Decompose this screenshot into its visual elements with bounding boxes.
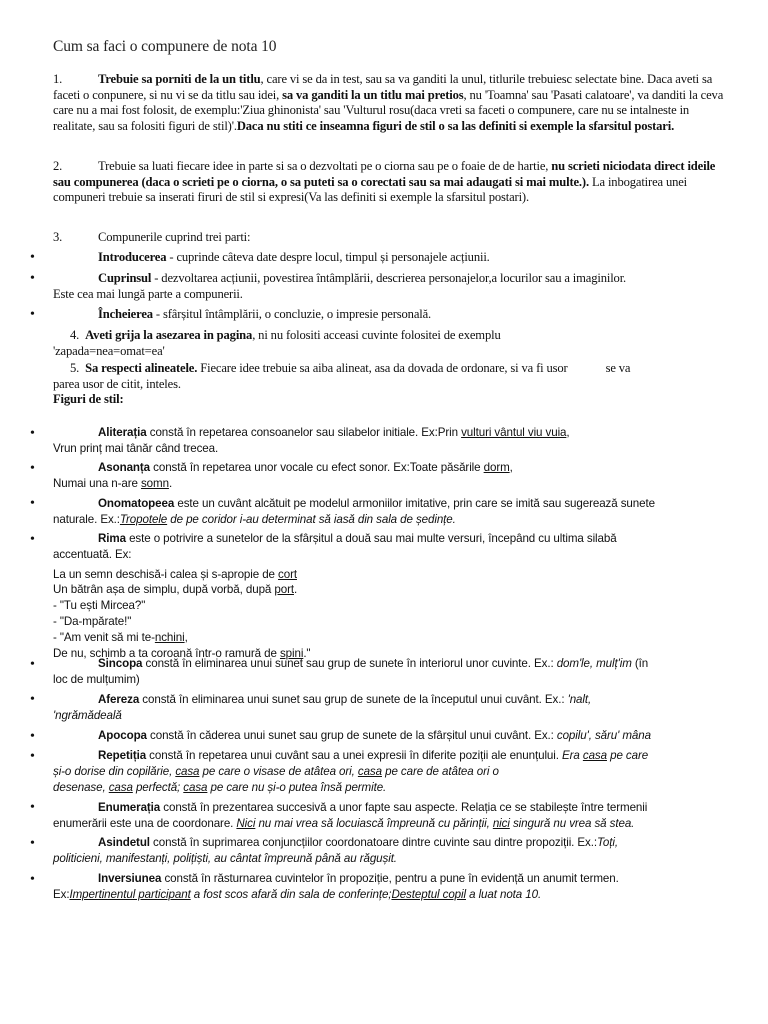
- body-text: Numai una n-are: [53, 476, 141, 490]
- list-item: [53, 250, 733, 266]
- underlined-text: dorm: [483, 461, 510, 474]
- bold-text: Asonanța: [98, 461, 151, 474]
- list-item: [53, 307, 733, 323]
- body-text: naturale. Ex.:: [53, 512, 120, 526]
- bullet-icon: •: [30, 426, 35, 441]
- verse-line: - "Tu ești Mircea?": [53, 599, 146, 613]
- body-text: constă în repetarea unor vocale cu efect sonor. Ex:Toate păsările: [150, 461, 484, 474]
- bold-text: Afereza: [98, 693, 140, 706]
- bold-text: Enumerația: [98, 801, 161, 814]
- body-text: , care vi se da in test, sau sa va ganditi la unul, titlurile trebuiesc selectate bine. Daca aveti sa faceti o conpunere, si nu vi se da titlu sau idei,: [53, 72, 713, 102]
- figure-asonanta: [53, 460, 733, 492]
- underlined-text: Impertinentul participant: [69, 887, 191, 901]
- body-text: .: [168, 476, 173, 490]
- italic-text: 'ngrămădeală: [53, 708, 122, 722]
- body-text: ,: [509, 461, 513, 474]
- body-text: La inbogatirea unei compuneri trebuie sa inserati firuri de stil si expresi(Va las definiti si exemple la sfarsitul postari).: [53, 174, 688, 204]
- bold-text: Aveti grija la asezarea in pagina: [85, 328, 253, 342]
- italic-text: Toți,: [596, 836, 618, 849]
- body-text: Ex:: [53, 887, 70, 901]
- underlined-text: Desteptul copil: [391, 887, 466, 901]
- verse-line: - "Da-mpărate!": [53, 614, 132, 628]
- body-text: Vrun prinț mai tânăr când trecea.: [53, 441, 219, 455]
- body-text: enumerării este una de coordonare.: [53, 816, 237, 830]
- body-text: ,: [184, 630, 188, 644]
- list-number: 2.: [53, 159, 63, 173]
- underlined-text: Nici: [236, 816, 256, 830]
- bold-text: Trebuie sa porniti de la un titlu: [98, 72, 261, 86]
- figure-inversiunea: [53, 871, 733, 903]
- list-number: 3.: [53, 230, 63, 244]
- figure-aliteratia: [53, 425, 733, 457]
- underlined-text: port: [274, 583, 294, 597]
- underlined-text: spini: [279, 646, 304, 660]
- bullet-icon: •: [30, 496, 35, 511]
- italic-text: pe care nu și-o putea însă permite.: [207, 780, 387, 794]
- bold-text: Cuprinsul: [98, 271, 152, 285]
- paragraph-2: [53, 159, 733, 206]
- body-text: constă în răsturnarea cuvintelor în propoziție, pentru a pune în evidență un anumit termen.: [161, 872, 619, 885]
- underlined-text: cort: [278, 567, 297, 581]
- bullet-icon: •: [30, 692, 35, 707]
- italic-text: perfectă;: [132, 780, 184, 794]
- verse-line: La un semn deschisă-i calea și s-apropie de: [53, 567, 279, 581]
- figure-sincopa: [53, 656, 733, 688]
- bold-text: sa va ganditi la un titlu mai pretios: [282, 87, 464, 102]
- bold-text: Introducerea: [98, 250, 167, 264]
- bold-text: Rima: [98, 532, 126, 545]
- italic-text: a luat nota 10.: [465, 887, 542, 901]
- bullet-icon: •: [30, 250, 35, 265]
- body-text: , nu 'Toamna' sau 'Pasati calatoare', va danditi la ceva care nu a mai fost folosit, de exemplu:'Ziua ghinonista' sau 'Vulturul rosu(daca vreti sa faceti o compunere, care nu se intalneste in realitate, sau sa folositi figuri de stil)'.: [53, 87, 724, 133]
- verse-line: Un bătrân așa de simplu, după vorbă, după: [53, 583, 275, 597]
- bold-text: Inversiunea: [98, 872, 162, 885]
- italic-text: politicieni, manifestanți, polițiști, au cântat împreună până au răgușit.: [53, 851, 397, 865]
- body-text: ,: [566, 426, 570, 439]
- bullet-icon: •: [30, 271, 35, 286]
- body-text: Fiecare idee trebuie sa aiba alineat, asa da dovada de ordonare, si va fi usor: [197, 361, 568, 375]
- list-number: 5.: [70, 361, 80, 375]
- list-number: 1.: [53, 72, 63, 86]
- underlined-text: casa: [183, 780, 208, 794]
- underlined-text: vulturi vântul viu vuia: [461, 426, 567, 439]
- body-text: constă în prezentarea succesivă a unor fapte sau aspecte. Relația ce se stabilește între termenii: [160, 801, 648, 814]
- body-text: Trebuie sa luati fiecare idee in parte si sa o dezvoltati pe o ciorna sau pe o foaie de de hartie,: [98, 159, 552, 173]
- body-text: , ni nu folositi acceasi cuvinte folositei de exemplu: [252, 328, 501, 342]
- body-text: - sfârșitul întâmplării, o concluzie, o impresie personală.: [152, 307, 432, 321]
- italic-text: 'nalt,: [567, 693, 592, 706]
- page-title: Cum sa faci o compunere de nota 10: [53, 38, 277, 55]
- bullet-icon: •: [30, 532, 35, 547]
- bold-text: Sa respecti alineatele.: [85, 361, 198, 375]
- bullet-icon: •: [30, 307, 35, 322]
- italic-text: pe care o visase de atâtea ori,: [199, 764, 358, 778]
- bold-text: Apocopa: [98, 729, 147, 742]
- body-text: constă în repetarea unui cuvânt sau a unei expresii în diferite poziții ale enunțului.: [146, 749, 562, 762]
- italic-text: și-o dorise din copilărie,: [53, 764, 176, 778]
- bold-text: Onomatopeea: [98, 497, 175, 510]
- italic-text: dom'le, mulț'im: [556, 657, 632, 670]
- italic-text: pe care: [606, 749, 649, 762]
- bold-text: Încheierea: [98, 307, 153, 321]
- underlined-text: nici: [492, 816, 510, 830]
- figure-afereza: [53, 692, 733, 724]
- paragraph-5: [53, 361, 733, 408]
- body-text: constă în eliminarea unui sunet sau grup de sunete în interiorul unor cuvinte. Ex.:: [142, 657, 557, 670]
- bold-text: Aliterația: [98, 426, 147, 439]
- figure-asindetul: [53, 835, 733, 867]
- bullet-icon: •: [30, 657, 35, 672]
- body-text: loc de mulțumim): [53, 672, 140, 686]
- body-text: se va: [605, 361, 631, 375]
- bullet-icon: •: [30, 749, 35, 764]
- underlined-text: casa: [582, 749, 607, 762]
- italic-text: de pe coridor i-au determinat să iasă din sala de ședințe.: [167, 512, 456, 526]
- underlined-text: somn: [140, 476, 169, 490]
- body-text: este un cuvânt alcătuit pe modelul armoniilor imitative, prin care se imită sau sugerează sunete: [174, 497, 655, 510]
- body-text: constă în repetarea consoanelor sau silabelor initiale. Ex:Prin: [146, 426, 462, 439]
- bullet-icon: •: [30, 800, 35, 815]
- italic-text: pe care de atâtea ori o: [381, 764, 499, 778]
- italic-text: singură nu vrea să stea.: [509, 816, 635, 830]
- italic-text: copilu', săru' mâna: [556, 729, 651, 742]
- body-text: accentuată. Ex:: [53, 547, 132, 561]
- body-text: - cuprinde câteva date despre locul, timpul și personajele acțiunii.: [166, 250, 490, 264]
- body-text: Este cea mai lungă parte a compunerii.: [53, 286, 243, 301]
- body-text: constă în căderea unui sunet sau grup de sunete de la sfârșitul unui cuvânt. Ex.:: [146, 729, 557, 742]
- underlined-text: casa: [108, 780, 133, 794]
- bold-text: Repetiția: [98, 749, 147, 762]
- underlined-text: Tropotele: [119, 512, 168, 526]
- italic-text: nu mai vrea să locuiască împreună cu părinții,: [255, 816, 493, 830]
- bullet-icon: •: [30, 836, 35, 851]
- body-text: .: [293, 583, 298, 597]
- body-text: .": [303, 646, 311, 660]
- bold-text: Daca nu stiti ce inseamna figuri de stil o sa las definiti si exemple la sfarsitul postari.: [236, 118, 675, 133]
- paragraph-3: [53, 230, 733, 246]
- underlined-text: casa: [175, 764, 200, 778]
- section-heading: Figuri de stil:: [53, 392, 124, 406]
- list-item: [53, 271, 733, 302]
- figure-repetitia: [53, 748, 733, 795]
- italic-text: Era: [562, 749, 583, 762]
- paragraph-4: [53, 328, 733, 359]
- body-text: este o potrivire a sunetelor de la sfârșitul a două sau mai multe versuri, începând cu ultima silabă: [125, 532, 617, 545]
- bullet-icon: •: [30, 729, 35, 744]
- body-text: - dezvoltarea acțiunii, povestirea întâmplării, descrierea personajelor,a locurilor sau a imaginilor.: [151, 271, 627, 285]
- underlined-text: casa: [357, 764, 382, 778]
- bold-text: Asindetul: [98, 836, 150, 849]
- figure-rima: [53, 531, 733, 661]
- verse-line: De nu, schimb a ta coroană într-o ramură de: [53, 646, 280, 660]
- body-text: constă în suprimarea conjuncțiilor coordonatoare dintre cuvinte sau dintre propoziții. Ex.:: [149, 836, 597, 849]
- body-text: Compunerile cuprind trei parti:: [98, 230, 251, 244]
- body-text: parea usor de citit, inteles.: [53, 376, 181, 391]
- bold-text: Sincopa: [98, 657, 143, 670]
- verse-line: - "Am venit să mi te-: [53, 630, 155, 644]
- underlined-text: nchini: [154, 630, 185, 644]
- figure-onomatopeea: [53, 496, 733, 528]
- body-text: 'zapada=nea=omat=ea': [53, 343, 165, 358]
- bullet-icon: •: [30, 461, 35, 476]
- body-text: (în: [631, 657, 649, 670]
- bold-text: nu scrieti niciodata direct ideile sau compunerea (daca o scrieti pe o ciorna, o sa puteti sa o corectati sau sa mai adaugati si mai multe.).: [53, 159, 716, 189]
- list-number: 4.: [70, 328, 80, 342]
- bullet-icon: •: [30, 872, 35, 887]
- italic-text: a fost scos afară din sala de conferințe;: [190, 887, 392, 901]
- paragraph-1: [53, 72, 733, 134]
- figure-apocopa: [53, 728, 733, 744]
- body-text: constă în eliminarea unui sunet sau grup de sunete de la începutul unui cuvânt. Ex.:: [139, 693, 568, 706]
- italic-text: desenase,: [53, 780, 109, 794]
- figure-enumeratia: [53, 800, 733, 832]
